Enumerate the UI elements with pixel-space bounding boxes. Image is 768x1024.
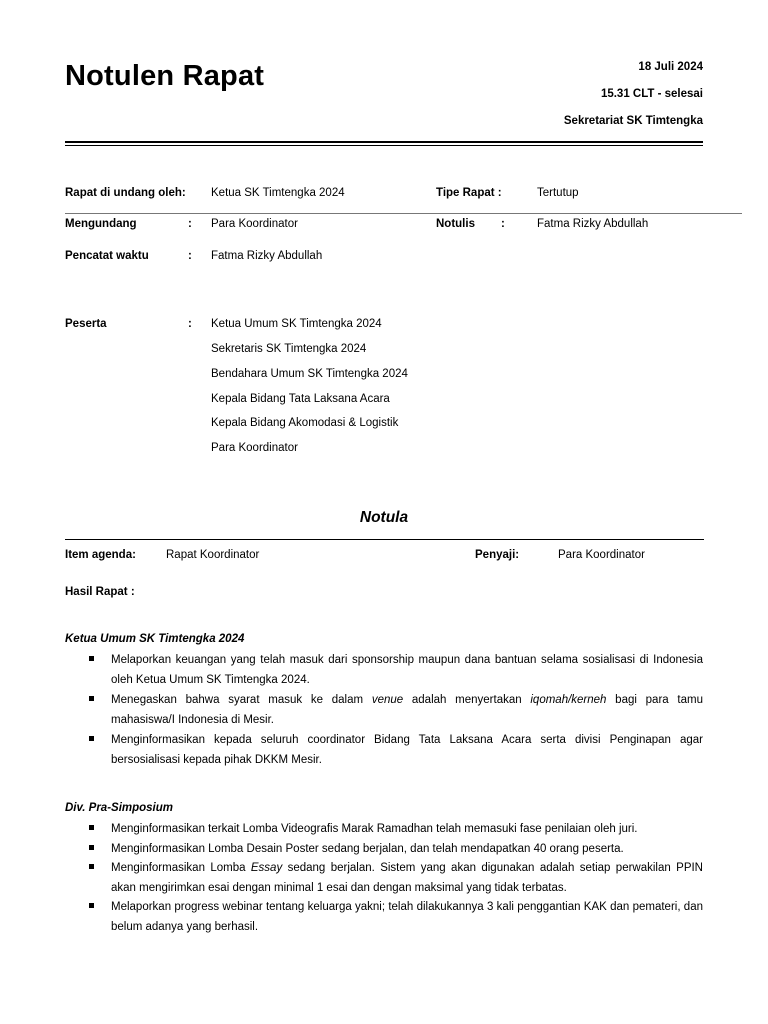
header-divider (65, 141, 703, 146)
bullet-square-icon (89, 903, 94, 908)
meeting-type-label: Tipe Rapat : (436, 187, 502, 199)
section-items-pra-simposium (65, 820, 703, 937)
bullet-square-icon (89, 656, 94, 661)
bullet-square-icon (89, 845, 94, 850)
list-item: Menginformasikan terkait Lomba Videografis Marak Ramadhan telah memasuki fase penilaian oleh juri. (65, 820, 703, 840)
bullet-square-icon (89, 864, 94, 869)
notetaker-colon: : (501, 218, 505, 230)
participant-item: Ketua Umum SK Timtengka 2024 (211, 318, 382, 330)
section-items-ketua-umum (65, 651, 703, 771)
participant-item: Kepala Bidang Tata Laksana Acara (211, 393, 390, 405)
section-title-pra-simposium: Div. Pra-Simposium (65, 802, 174, 814)
agenda-label: Item agenda: (65, 549, 136, 561)
list-item: Melaporkan progress webinar tentang keluarga yakni; telah dilakukannya 3 kali penggantian KAK dan pemateri, dan belum adanya yang berhasil. (65, 898, 703, 937)
notula-divider (65, 539, 704, 540)
document-title: Notulen Rapat (65, 60, 265, 92)
participant-item: Sekretaris SK Timtengka 2024 (211, 343, 367, 355)
timekeeper-colon: : (188, 250, 192, 262)
participants-label: Peserta (65, 318, 107, 330)
notetaker-value: Fatma Rizky Abdullah (537, 218, 649, 230)
list-item: Menginformasikan Lomba Desain Poster sedang berjalan, dan telah mendapatkan 40 orang peserta. (65, 840, 703, 860)
invited-by-value: Ketua SK Timtengka 2024 (211, 187, 345, 199)
bullet-square-icon (89, 736, 94, 741)
timekeeper-value: Fatma Rizky Abdullah (211, 250, 323, 262)
agenda-value: Rapat Koordinator (166, 549, 260, 561)
participant-item: Kepala Bidang Akomodasi & Logistik (211, 417, 399, 429)
list-item: Menginformasikan Lomba Essay sedang berjalan. Sistem yang akan digunakan adalah setiap perwakilan PPIN akan mengirimkan esai dengan minimal 1 esai dan dengan maksimal yang tidak terbatas. (65, 859, 703, 898)
info-divider (65, 213, 742, 214)
list-item: Menegaskan bahwa syarat masuk ke dalam venue adalah menyertakan iqomah/kerneh bagi para tamu mahasiswa/I Indonesia di Mesir. (65, 691, 703, 730)
bullet-square-icon (89, 696, 94, 701)
list-item: Menginformasikan kepada seluruh coordinator Bidang Tata Laksana Acara serta divisi Penginapan agar bersosialisasi kepada pihak DKKM Mesir. (65, 731, 703, 770)
meeting-date: 18 Juli 2024 (638, 61, 703, 73)
meeting-time: 15.31 CLT - selesai (600, 88, 703, 100)
result-label: Hasil Rapat : (65, 586, 135, 598)
notetaker-label: Notulis (436, 218, 475, 230)
inviter-colon: : (188, 218, 192, 230)
section-title-ketua-umum: Ketua Umum SK Timtengka 2024 (65, 633, 245, 645)
inviter-label: Mengundang (65, 218, 137, 230)
invited-by-label: Rapat di undang oleh: (65, 187, 186, 199)
participants-colon: : (188, 318, 192, 330)
presenter-label: Penyaji: (475, 549, 520, 561)
timekeeper-label: Pencatat waktu (65, 250, 149, 262)
meeting-type-value: Tertutup (537, 187, 579, 199)
list-item: Melaporkan keuangan yang telah masuk dari sponsorship maupun dana bantuan selama sosialisasi di Indonesia oleh Ketua Umum SK Timtengka 2024. (65, 651, 703, 690)
participant-item: Para Koordinator (211, 442, 298, 454)
meeting-organizer: Sekretariat SK Timtengka (563, 115, 703, 127)
inviter-value: Para Koordinator (211, 218, 298, 230)
bullet-square-icon (89, 825, 94, 830)
presenter-value: Para Koordinator (558, 549, 645, 561)
notula-heading: Notula (359, 509, 409, 526)
participant-item: Bendahara Umum SK Timtengka 2024 (211, 368, 408, 380)
